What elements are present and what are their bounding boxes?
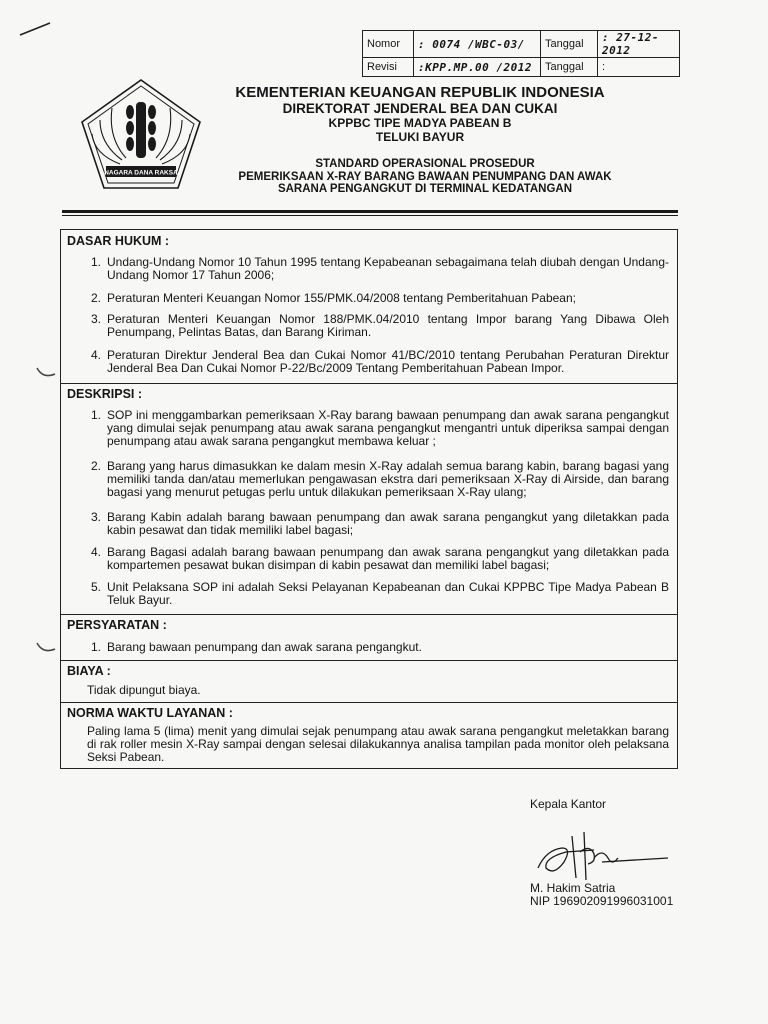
- tanggal2-label: Tanggal: [541, 58, 598, 77]
- list-item: 4. Barang Bagasi adalah barang bawaan penumpang dan awak sarana pengangkut yang diletakkan pada kompartemen pesawat bukan disimpan di kabin pesawat dan memiliki label bagasi;: [90, 545, 669, 572]
- signer-nip: NIP 196902091996031001: [530, 894, 674, 908]
- tanggal-label: Tanggal: [541, 31, 598, 58]
- sop-content-box: [60, 229, 678, 769]
- biaya-heading: BIAYA :: [67, 664, 111, 678]
- nomor-value: : 0074 /WBC-03/: [414, 31, 541, 58]
- customs-emblem-icon: [78, 78, 204, 192]
- norma-waktu-text: Paling lama 5 (lima) menit yang dimulai sejak penumpang atau awak sarana pengangkut meletakkan barang di rak roller mesin X-Ray sampai dengan selesai dilakukannya analisa tampilan pada monitor oleh pelaksana Seksi Pabean.: [87, 724, 669, 764]
- punch-hole-icon: [33, 365, 59, 381]
- section-divider: [61, 660, 677, 661]
- tanggal2-value: :: [598, 58, 680, 77]
- sop-title-block: [200, 158, 650, 196]
- list-item: 2. Peraturan Menteri Keuangan Nomor 155/PMK.04/2008 tentang Pemberitahuan Pabean;: [90, 291, 576, 305]
- signer-block: [530, 882, 673, 908]
- norma-waktu-heading: NORMA WAKTU LAYANAN :: [67, 706, 233, 720]
- sop-title-line3: SARANA PENGANGKUT DI TERMINAL KEDATANGAN: [277, 183, 573, 195]
- biaya-text: Tidak dipungut biaya.: [87, 683, 201, 697]
- revisi-label: Revisi: [363, 58, 414, 77]
- directorate-title: DIREKTORAT JENDERAL BEA DAN CUKAI: [282, 101, 558, 116]
- signer-position: Kepala Kantor: [530, 797, 607, 811]
- section-divider: [61, 614, 677, 615]
- signer-name: M. Hakim Satria: [530, 881, 616, 895]
- list-item: 3. Peraturan Menteri Keuangan Nomor 188/PMK.04/2010 tentang Impor barang Yang Dibawa Oleh Penumpang, Pelintas Batas, dan Barang Kiriman.: [90, 312, 669, 339]
- list-item: 5. Unit Pelaksana SOP ini adalah Seksi Pelayanan Kepabeanan dan Cukai KPPBC Tipe Madya Pabean B Teluk Bayur.: [90, 580, 669, 607]
- office-title: KPPBC TIPE MADYA PABEAN B: [328, 116, 512, 130]
- nomor-label: Nomor: [363, 31, 414, 58]
- list-item: 1. Barang bawaan penumpang dan awak sarana pengangkut.: [90, 640, 422, 654]
- section-divider: [61, 383, 677, 384]
- handwritten-signature-icon: [532, 828, 672, 884]
- city-title: TELUKI BAYUR: [375, 130, 465, 144]
- list-item: 3. Barang Kabin adalah barang bawaan penumpang dan awak sarana pengangkut yang diletakkan pada kabin pesawat dan tidak memiliki label bagasi;: [90, 510, 669, 537]
- punch-hole-icon: [33, 640, 59, 656]
- section-divider: [61, 702, 677, 703]
- deskripsi-heading: DESKRIPSI :: [67, 387, 143, 401]
- header-rule-thin: [62, 215, 678, 216]
- list-item: 2. Barang yang harus dimasukkan ke dalam mesin X-Ray adalah semua barang kabin, barang bagasi yang memiliki tanda dan/atau memerlukan pengawasan ekstra dari pemeriksaan X-Ray di Airside, dan barang bagasi yang menurut petugas perlu untuk dilakukan pemeriksaan X-Ray ulang;: [90, 459, 669, 499]
- pen-mark-icon: [18, 20, 52, 38]
- reference-table: [362, 30, 680, 77]
- header-rule: [62, 210, 678, 213]
- list-item: 1. SOP ini menggambarkan pemeriksaan X-Ray barang bawaan penumpang dan awak sarana pengangkut yang dimulai sejak penumpang atau awak sarana pengangkut mengantri untuk diperiksa sampai dengan penumpang atau awak sarana pengangkut membawa keluar ;: [90, 408, 669, 448]
- persyaratan-heading: PERSYARATAN :: [67, 618, 167, 632]
- list-item: 1. Undang-Undang Nomor 10 Tahun 1995 tentang Kepabeanan sebagaimana telah diubah dengan Undang-Undang Nomor 17 Tahun 2006;: [90, 255, 669, 282]
- dasar-hukum-heading: DASAR HUKUM :: [67, 234, 170, 248]
- emblem-motto: NAGARA DANA RAKSA: [104, 169, 178, 177]
- sop-title-line1: STANDARD OPERASIONAL PROSEDUR: [315, 158, 535, 170]
- title-block: [210, 84, 630, 144]
- sop-title-line2: PEMERIKSAAN X-RAY BARANG BAWAAN PENUMPANG DAN AWAK: [238, 170, 612, 183]
- revisi-value: :KPP.MP.00 /2012: [414, 58, 541, 77]
- ministry-title: KEMENTERIAN KEUANGAN REPUBLIK INDONESIA: [235, 84, 605, 101]
- list-item: 4. Peraturan Direktur Jenderal Bea dan Cukai Nomor 41/BC/2010 tentang Perubahan Peraturan Direktur Jenderal Bea Dan Cukai Nomor P-22/Bc/2009 Tentang Pemberitahuan Pabean Impor.: [90, 348, 669, 375]
- tanggal-value: : 27-12-2012: [598, 31, 680, 58]
